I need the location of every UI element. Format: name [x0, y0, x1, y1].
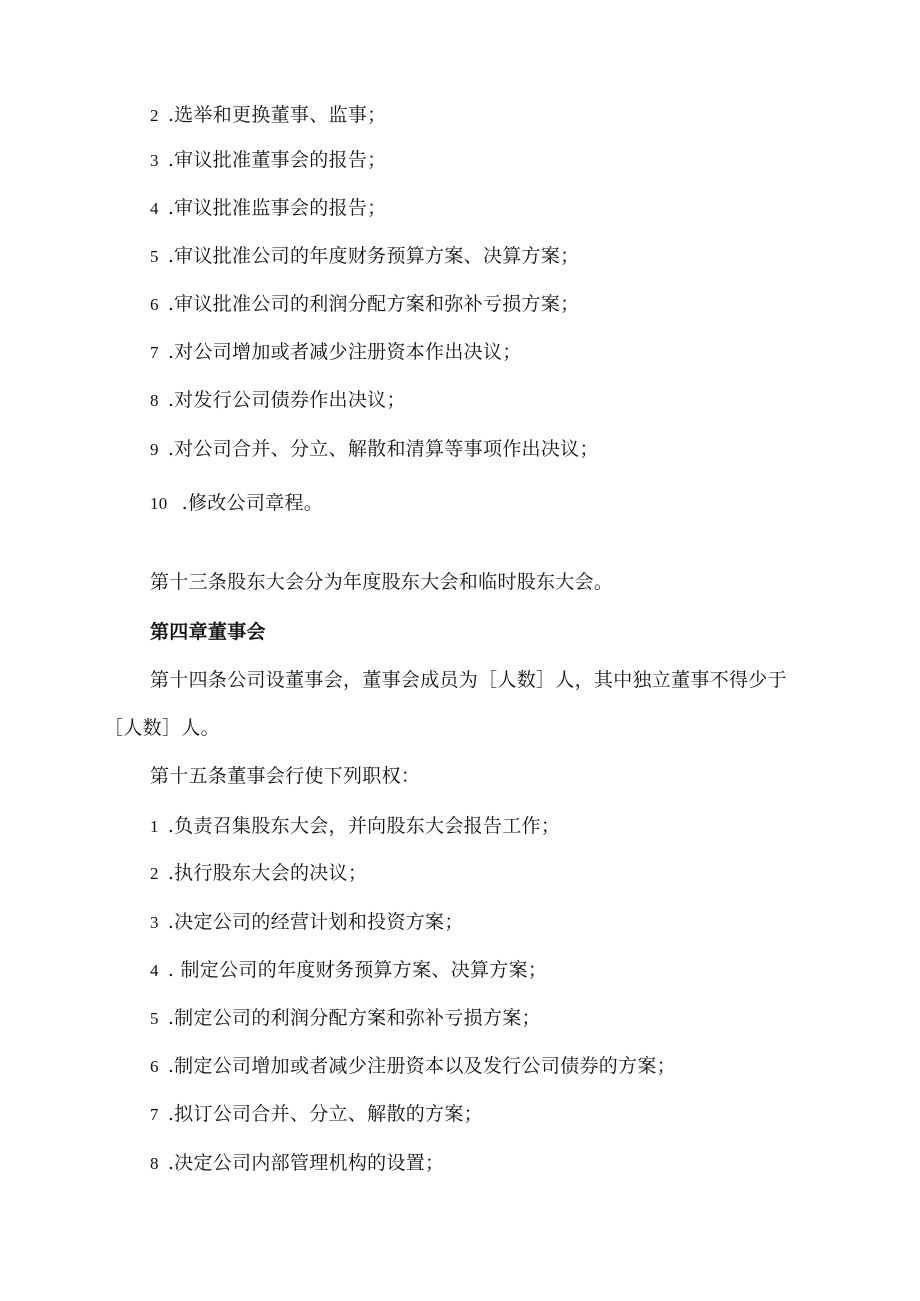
list-item [150, 388, 406, 413]
list-item-number: 1 [150, 817, 159, 836]
article-13-paragraph: 第十三条股东大会分为年度股东大会和临时股东大会。 [150, 571, 614, 593]
list-item [150, 103, 386, 128]
list-item [150, 340, 522, 365]
list-item-number: 7 [150, 1105, 159, 1124]
list-item-text: .审议批准董事会的报告； [167, 149, 387, 171]
list-item-text: .对发行公司债券作出决议； [167, 389, 406, 411]
list-item-number: 10 [150, 494, 168, 513]
list-item-text: .决定公司内部管理机构的设置； [167, 1152, 445, 1174]
list-item-text: .执行股东大会的决议； [167, 862, 368, 884]
list-item [150, 1151, 444, 1176]
list-item-number: 8 [150, 1154, 159, 1173]
list-item [150, 437, 599, 462]
list-item-text: .选举和更换董事、监事； [167, 104, 387, 126]
list-item-text: .对公司合并、分立、解散和清算等事项作出决议； [167, 438, 599, 460]
list-item-text: .负责召集股东大会，并向股东大会报告工作； [167, 815, 561, 837]
list-item-text: .审议批准公司的年度财务预算方案、决算方案； [167, 245, 580, 267]
article-14-line-1: 第十四条公司设董事会，董事会成员为［人数］人，其中独立董事不得少于 [150, 669, 787, 691]
list-item [150, 861, 367, 886]
list-item-number: 3 [150, 151, 159, 170]
list-item [150, 958, 547, 983]
list-item-number: 5 [150, 247, 159, 266]
list-item-number: 2 [150, 864, 159, 883]
list-item [150, 196, 386, 221]
list-item [150, 491, 323, 516]
list-item-text: .对公司增加或者减少注册资本作出决议； [167, 341, 522, 363]
list-item-number: 7 [150, 343, 159, 362]
article-14-line-2: ［人数］人。 [104, 717, 220, 739]
list-item-number: 6 [150, 295, 159, 314]
list-item [150, 814, 560, 839]
list-item-number: 5 [150, 1009, 159, 1028]
list-item [150, 148, 386, 173]
list-item-text: .决定公司的经营计划和投资方案； [167, 911, 464, 933]
list-item [150, 292, 579, 317]
chapter-heading: 第四章董事会 [150, 621, 266, 643]
list-item-number: 4 [150, 961, 159, 980]
list-item-number: 8 [150, 391, 159, 410]
list-item-text: .修改公司章程。 [181, 492, 324, 514]
list-item-text: .拟订公司合并、分立、解散的方案； [167, 1103, 483, 1125]
list-item-text: .审议批准监事会的报告； [167, 197, 387, 219]
list-item [150, 910, 464, 935]
list-item-text: .制定公司的利润分配方案和弥补亏损方案； [167, 1007, 541, 1029]
list-item-number: 4 [150, 199, 159, 218]
list-item [150, 244, 579, 269]
list-item-number: 9 [150, 440, 159, 459]
list-item-number: 3 [150, 913, 159, 932]
list-item [150, 1006, 541, 1031]
list-item [150, 1054, 676, 1079]
list-item [150, 1102, 483, 1127]
list-item-text: .制定公司增加或者减少注册资本以及发行公司债券的方案； [167, 1055, 676, 1077]
article-15-paragraph: 第十五条董事会行使下列职权： [150, 765, 421, 787]
list-item-text: . 制定公司的年度财务预算方案、决算方案； [167, 959, 548, 981]
list-item-number: 6 [150, 1057, 159, 1076]
list-item-number: 2 [150, 106, 159, 125]
list-item-text: .审议批准公司的利润分配方案和弥补亏损方案； [167, 293, 580, 315]
